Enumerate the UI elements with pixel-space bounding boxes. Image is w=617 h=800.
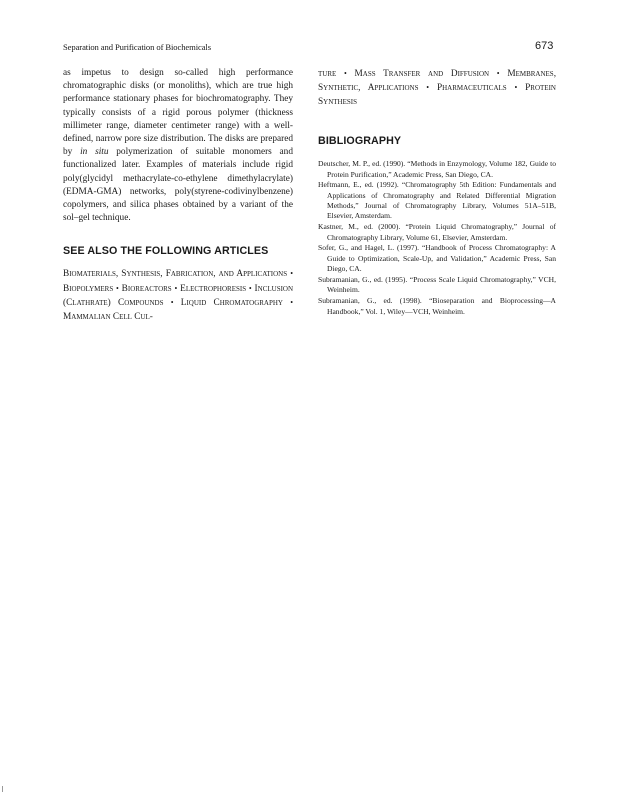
article-link[interactable]: Electrophoresis xyxy=(180,283,247,294)
bibliography-entry: Subramanian, G., ed. (1998). “Bioseparation and Bioprocessing—A Handbook,” Vol. 1, Wiley—VCH, Weinheim. xyxy=(318,296,556,316)
bullet: • xyxy=(174,283,178,293)
article-link[interactable]: Mass Transfer and Diffusion xyxy=(354,69,490,79)
bullet: • xyxy=(170,298,174,308)
article-link[interactable]: Mammalian Cell Cul- xyxy=(63,311,153,322)
article-link[interactable]: Liquid Chromatography xyxy=(180,298,283,309)
bullet: • xyxy=(116,283,119,293)
article-link[interactable]: Biomaterials, Synthesis, Fabrication, and Applications xyxy=(63,269,288,280)
article-link[interactable]: Biopolymers xyxy=(63,283,114,294)
bibliography-entry: Deutscher, M. P., ed. (1990). “Methods in Enzymology, Volume 182, Guide to Protein Purification,” Academic Press, San Diego, CA. xyxy=(318,159,556,179)
scan-edge-mark xyxy=(2,786,3,792)
right-column xyxy=(318,67,556,317)
bullet: • xyxy=(343,69,347,78)
bullet: • xyxy=(290,298,294,308)
article-link[interactable]: Protein Synthesis xyxy=(318,83,556,107)
para-lead: as impetus to design so-called high performance chromatographic disks (or monoliths), which are true high performance stationary phases for biochromatography. They typically consists of a rigid porous polymer (thickness millimeter range, diameter centimeter range) with a well-defined, narrow pore size distribution. The disks are prepared by xyxy=(63,68,293,158)
page-number: 673 xyxy=(535,40,554,52)
body-paragraph xyxy=(63,67,293,225)
para-tail: polymerization of suitable monomers and functionalized later. Examples of materials include rigid poly(glycidyl methacrylate-co-ethylene dimethylacrylate) (EDMA-GMA) networks, poly(styrene-codivinylbenzene) copolymers, and silica phases obtained by a variant of the sol–gel technique. xyxy=(63,147,293,224)
see-also-heading: SEE ALSO THE FOLLOWING ARTICLES xyxy=(63,245,269,258)
article-link[interactable]: Bioreactors xyxy=(121,283,172,294)
see-also-articles-continued xyxy=(318,67,556,109)
bibliography-entry: Subramanian, G., ed. (1995). “Process Scale Liquid Chromatography,” VCH, Weinheim. xyxy=(318,275,556,295)
bibliography-entry: Heftmann, E., ed. (1992). “Chromatography 5th Edition: Fundamentals and Applications of Chromatography and Related Differential Migration Methods,” Journal of Chromatography Library, Volumes 51A–51B, Elsevier, Amsterdam. xyxy=(318,180,556,221)
left-column xyxy=(63,67,293,324)
bibliography-entry: Kastner, M., ed. (2000). “Protein Liquid Chromatography,” Journal of Chromatography Library, Volume 61, Elsevier, Amsterdam. xyxy=(318,222,556,242)
bullet: • xyxy=(426,83,430,93)
bibliography-heading: BIBLIOGRAPHY xyxy=(318,135,402,148)
bibliography-entry: Sofer, G., and Hagel, L. (1997). “Handbook of Process Chromatography: A Guide to Optimization, Scale-Up, and Validation,” Academic Press, San Diego, CA. xyxy=(318,243,556,274)
bibliography-list xyxy=(318,159,556,317)
article-link[interactable]: Membranes, Synthetic, Applications xyxy=(318,69,557,94)
article-link[interactable]: Pharmaceuticals xyxy=(436,83,507,94)
bullet: • xyxy=(514,83,518,93)
bullet: • xyxy=(248,283,252,293)
see-also-articles xyxy=(63,267,293,324)
running-head: Separation and Purification of Biochemicals xyxy=(63,42,211,52)
bullet: • xyxy=(496,69,500,78)
article-link[interactable]: ture xyxy=(318,69,337,79)
bullet: • xyxy=(290,269,293,279)
article-link[interactable]: Inclusion (Clathrate) Compounds xyxy=(63,283,294,309)
para-italic: in situ xyxy=(80,147,109,158)
